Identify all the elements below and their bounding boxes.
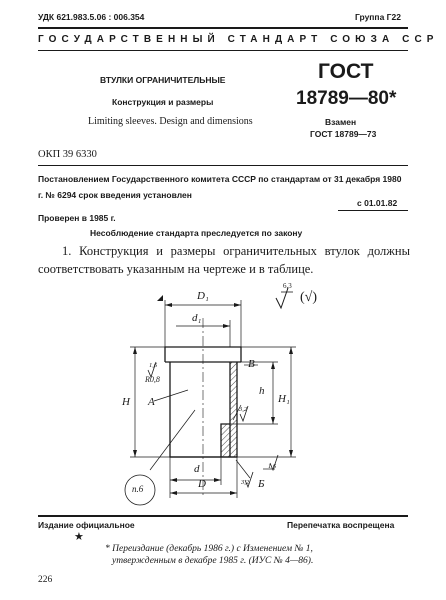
official-edition: Издание официальное (38, 520, 135, 530)
standard-banner: ГОСУДАРСТВЕННЫЙ СТАНДАРТ СОЮЗА ССР (38, 34, 439, 45)
roughness-marks (148, 362, 278, 487)
decree-text: Постановлением Государственного комитета СССР по стандартам от 31 декабря 1980 г. № 6294 срок введения установлен (38, 174, 402, 200)
base-roughness-label: 3,2 (241, 479, 250, 486)
fillet-radius-label: R0,8 (145, 375, 160, 384)
enforcement-note: Несоблюдение стандарта преследуется по закону (90, 228, 303, 238)
marker-A-label: А (148, 396, 155, 408)
edge-roughness-label: 1,6 (268, 463, 277, 470)
reissue-line-2: утвержденным в декабре 1985 г. (ИУС № 4—86). (112, 556, 314, 566)
hatched-wall-right (230, 362, 237, 457)
dim-D1-label: D₁ (197, 290, 209, 302)
star-mark: ★ (74, 531, 84, 543)
title-en: Limiting sleeves. Design and dimensions (88, 116, 253, 127)
marker-B2-label: Б (258, 478, 265, 490)
dim-H-label: H (122, 396, 130, 408)
subtitle-ru: Конструкция и размеры (112, 97, 214, 107)
effective-date: с 01.01.82 (357, 198, 398, 208)
reissue-line-1: * Переиздание (декабрь 1986 г.) с Изменением № 1, (105, 544, 313, 554)
gost-number: 18789—80* (296, 88, 397, 109)
roughness-value: 6,3 (283, 282, 292, 290)
title-ru: ВТУЛКИ ОГРАНИЧИТЕЛЬНЫЕ (100, 75, 226, 85)
reprint-notice: Перепечатка воспрещена (287, 520, 395, 530)
okp-code: ОКП 39 6330 (38, 149, 97, 160)
group-code: Группа Г22 (355, 12, 401, 22)
replaces-value: ГОСТ 18789—73 (310, 129, 377, 139)
roughness-symbol (276, 288, 293, 308)
bore-roughness-label: 3,2 (239, 406, 248, 413)
page-number: 226 (38, 575, 53, 585)
udk-code: УДК 621.983.5.06 : 006.354 (38, 12, 145, 22)
dim-D-label: D (198, 478, 206, 490)
gost-label: ГОСТ (318, 60, 374, 83)
clause-1: 1. Конструкция и размеры ограничительных втулок должны соответствовать указанным на чертеже и в таблице. (38, 244, 410, 276)
fillet-roughness-label: 1,6 (149, 362, 158, 369)
position-label: п.6 (132, 484, 144, 494)
view-marker (157, 295, 163, 301)
hatched-wall-lower (221, 424, 230, 457)
checked-note: Проверен в 1985 г. (38, 213, 116, 223)
marker-B-label: В (248, 358, 255, 370)
dim-H1-label: H₁ (278, 393, 290, 405)
replaces-label: Взамен (325, 117, 357, 127)
roughness-check: (√) (300, 290, 318, 305)
footer-rule (38, 515, 408, 517)
dim-h-label: h (259, 385, 265, 397)
leader-lines (150, 365, 275, 478)
dim-d1-label: d₁ (192, 312, 202, 324)
dim-d-label: d (194, 463, 200, 475)
